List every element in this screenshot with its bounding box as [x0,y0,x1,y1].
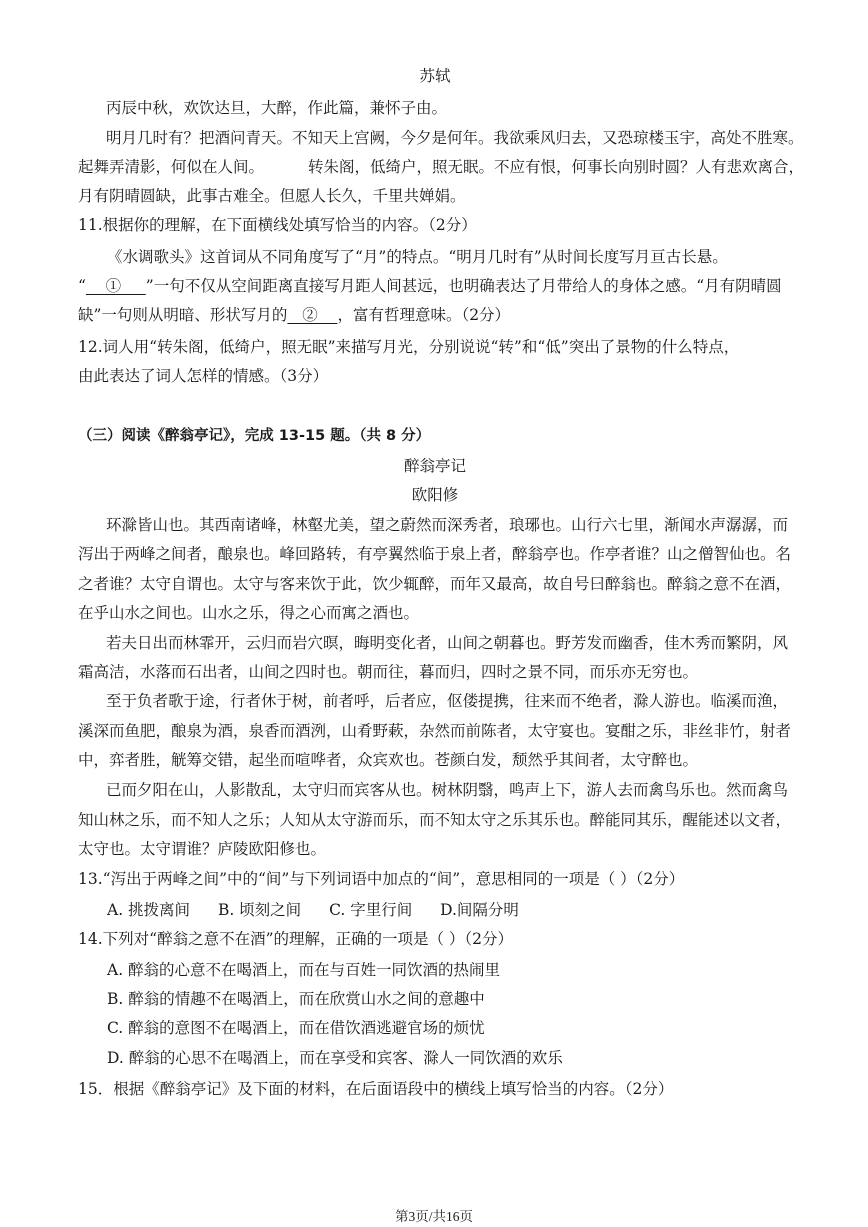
question-14-stem: 14.下列对“醉翁之意不在酒”的理解，正确的一项是（ ）（2分） [78,930,514,948]
blank-1: ① [85,277,146,295]
question-13-stem: 13.“泻出于两峰之间”中的“间”与下列词语中加点的“间”，意思相同的一项是（ ）（2分） [78,870,685,888]
question-12-stem: 12.词人用“转朱阁，低绮户，照无眠”来描写月光，分别说说“转”和“低”突出了景物的什么特点， [78,338,740,356]
poem-line-part: 起舞弄清影，何似在人间。 [78,158,265,176]
poem-line: 明月几时有？把酒问青天。不知天上宫阙，今夕是何年。我欲乘风归去，又恐琼楼玉宇，高处不胜寒。 [106,129,804,147]
question-11-text [78,305,792,325]
poem-preface: 丙辰中秋，欢饮达旦，大醉，作此篇，兼怀子由。 [106,99,448,117]
option-c: C. 字里行间 [329,901,413,919]
option-b: B. 顷刻之间 [217,901,302,919]
essay-line: 至于负者歌于途，行者休于树，前者呼，后者应，伛偻提携，往来而不绝者，滁人游也。临溪而渔， [106,692,789,710]
essay-line: 若夫日出而林霏开，云归而岩穴暝，晦明变化者，山间之朝暮也。野芳发而幽香，佳木秀而繁阴，风 [106,634,789,652]
page-number: 第3页/共16页 [394,1209,473,1224]
question-11-text-part: ”一句不仅从空间距离直接写月距人间甚远，也明确表达了月带给人的身体之感。“月有阴晴圆 [145,277,782,295]
essay-author: 欧阳修 [411,486,459,504]
option-b: B. 醉翁的情趣不在喝酒上，而在欣赏山水之间的意趣中 [107,990,485,1008]
essay-line: 泻出于两峰之间者，酿泉也。峰回路转，有亭翼然临于泉上者，醉翁亭也。作亭者谁？山之僧智仙也。名 [78,545,792,563]
option-a: A. 醉翁的心意不在喝酒上，而在与百姓一同饮酒的热闹里 [107,961,501,979]
essay-line: 溪深而鱼肥，酿泉为酒，泉香而酒洌，山肴野蔌，杂然而前陈者，太守宴也。宴酣之乐，非丝非竹，射者 [78,722,792,740]
essay-line: 环滁皆山也。其西南诸峰，林壑尤美，望之蔚然而深秀者，琅琊也。山行六七里，渐闻水声潺潺，而 [106,516,789,534]
poem-line-part: 转朱阁，低绮户，照无眠。不应有恨，何事长向别时圆？人有悲欢离合， [308,158,805,176]
question-13-options [107,900,792,920]
essay-line: 霜高洁，水落而石出者，山间之四时也。朝而往，暮而归，四时之景不同，而乐亦无穷也。 [78,663,699,681]
question-11-text [78,276,792,296]
question-11-text-part: 缺”一句则从明暗、形状写月的 [78,306,288,324]
option-c: C. 醉翁的意图不在喝酒上，而在借饮酒逃避官场的烦忧 [107,1019,485,1037]
question-11-text: 《水调歌头》这首词从不同角度写了“月”的特点。“明月几时有”从时间长度写月亘古长悬。 [107,248,728,266]
option-d: D.间隔分明 [440,901,519,919]
essay-line: 已而夕阳在山，人影散乱，太守归而宾客从也。树林阴翳，鸣声上下，游人去而禽鸟乐也。然而禽鸟 [106,781,789,799]
poem-author: 苏轼 [419,67,451,85]
essay-line: 在乎山水之间也。山水之乐，得之心而寓之酒也。 [78,604,420,622]
essay-line: 太守也。太守谓谁？庐陵欧阳修也。 [78,840,327,858]
question-11-text-part: ，富有哲理意味。（2分） [337,306,511,324]
essay-line: 中，弈者胜，觥筹交错，起坐而喧哗者，众宾欢也。苍颜白发，颓然乎其间者，太守醉也。 [78,751,699,769]
essay-title: 醉翁亭记 [403,457,466,475]
question-12-stem: 由此表达了词人怎样的情感。（3分） [78,367,329,385]
essay-line: 之者谁？太守自谓也。太守与客来饮于此，饮少辄醉，而年又最高，故自号曰醉翁也。醉翁之意不在酒， [78,575,792,593]
option-d: D. 醉翁的心思不在喝酒上，而在享受和宾客、滁人一同饮酒的欢乐 [107,1049,563,1067]
option-a: A. 挑拨离间 [107,901,191,919]
poem-line [78,157,805,177]
essay-line: 知山林之乐，而不知人之乐；人知从太守游而乐，而不知太守之乐其乐也。醉能同其乐，醒能述以文者， [78,811,792,829]
section-heading: （三）阅读《醉翁亭记》，完成 13-15 题。（共 8 分） [78,428,431,444]
poem-line: 月有阴晴圆缺，此事古难全。但愿人长久，千里共婵娟。 [78,187,466,205]
question-15-stem: 15．根据《醉翁亭记》及下面的材料，在后面语段中的横线上填写恰当的内容。（2分） [78,1080,674,1098]
quote-mark: “ [78,277,86,295]
blank-2: ② [287,306,338,324]
question-11-stem: 11.根据你的理解，在下面横线处填写恰当的内容。（2分） [78,216,477,234]
